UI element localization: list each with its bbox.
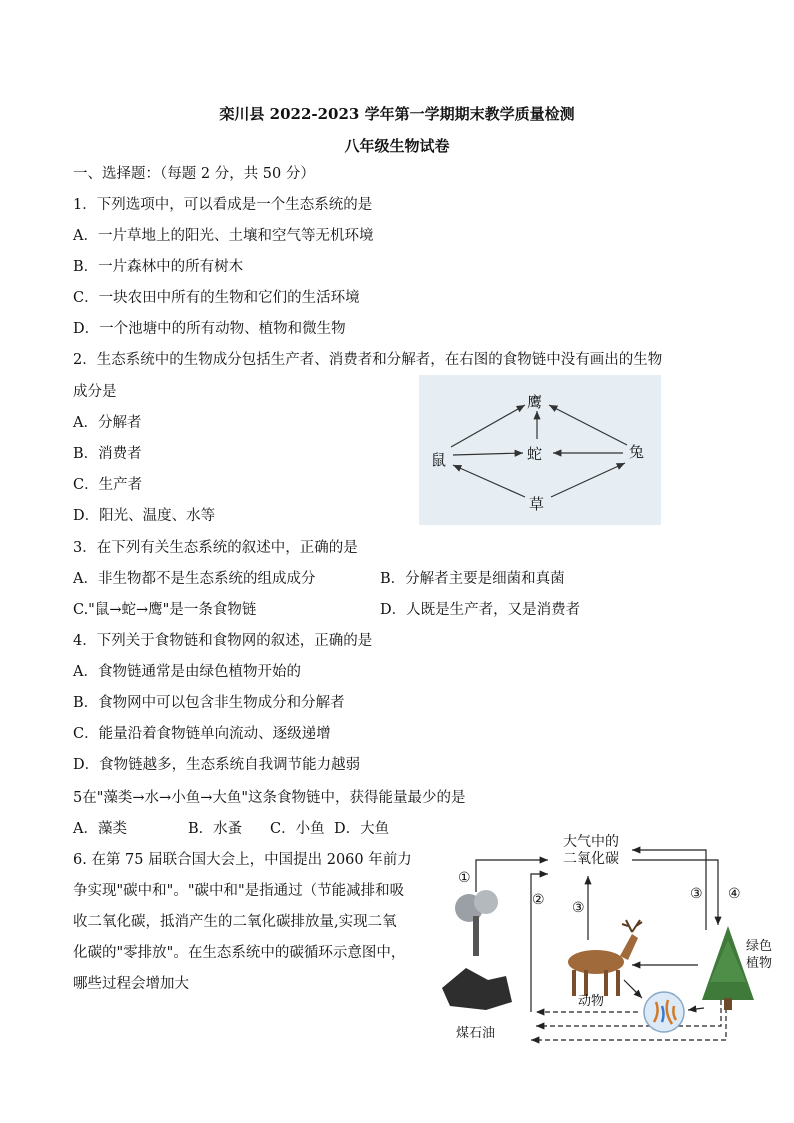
q2-option-b: B．消费者	[73, 446, 142, 462]
q5-option-a: A．藻类	[73, 821, 127, 837]
q1-option-a: A．一片草地上的阳光、土壤和空气等无机环境	[73, 228, 374, 244]
label-plant-line2: 植物	[746, 956, 773, 971]
section-heading: 一、选择题：（每题 2 分，共 50 分）	[73, 166, 315, 182]
q4-option-c: C．能量沿着食物链单向流动、逐级递增	[73, 726, 331, 742]
q1-option-d: D．一个池塘中的所有动物、植物和微生物	[73, 321, 346, 337]
label-plant	[746, 938, 772, 972]
label-atmosphere-line1: 大气中的	[563, 834, 619, 850]
q5-option-b: B．水蚤	[188, 821, 243, 837]
smoke-cloud-2	[474, 890, 498, 914]
deer	[568, 920, 642, 996]
arrow-animal-decomp	[624, 980, 642, 998]
q4-option-a: A．食物链通常是由绿色植物开始的	[73, 664, 301, 680]
q1-option-c: C．一块农田中所有的生物和它们的生活环境	[73, 290, 360, 306]
marker-1: ①	[458, 870, 471, 886]
label-animal: 动物	[578, 994, 605, 1009]
arrow-mouse-snake	[453, 453, 523, 455]
arrow-grass-rabbit	[551, 463, 625, 497]
arrow-plant-decomp	[688, 1008, 704, 1010]
q1-option-b: B．一片森林中的所有树木	[73, 259, 244, 275]
node-eagle: 鹰	[527, 393, 543, 411]
question-6-line-4: 化碳的"零排放"。在生态系统中的碳循环示意图中，	[73, 945, 406, 961]
question-2-stem: 2．生态系统中的生物成分包括生产者、消费者和分解者，在右图的食物链中没有画出的生物	[73, 352, 663, 368]
page-title: 栾川县 2022-2023 学年第一学期期末教学质量检测	[219, 105, 575, 123]
node-grass: 草	[529, 495, 545, 513]
arrow-grass-mouse	[453, 465, 525, 497]
node-mouse: 鼠	[431, 451, 447, 469]
label-atmosphere	[550, 834, 632, 868]
marker-3b: ③	[690, 886, 703, 902]
arrow-rabbit-eagle	[549, 405, 627, 445]
food-web-diagram	[419, 375, 661, 525]
q4-option-d: D．食物链越多，生态系统自我调节能力越弱	[73, 757, 361, 773]
question-6-line-3: 收二氧化碳，抵消产生的二氧化碳排放量,实现二氧	[73, 914, 397, 930]
page-subtitle: 八年级生物试卷	[344, 137, 450, 155]
arrow-1	[476, 860, 548, 892]
marker-4: ④	[728, 886, 741, 902]
q5-option-d: D．大鱼	[334, 821, 390, 837]
question-6-line-5: 哪些过程会增加大	[73, 976, 189, 992]
marker-3: ③	[572, 900, 585, 916]
question-3-stem: 3．在下列有关生态系统的叙述中，正确的是	[73, 540, 358, 556]
q2-option-c: C．生产者	[73, 477, 143, 493]
marker-2: ②	[532, 892, 545, 908]
arrow-mouse-eagle	[451, 405, 525, 447]
question-2-stem-cont: 成分是	[73, 384, 117, 400]
label-plant-line1: 绿色	[746, 939, 773, 954]
q3-option-d: D．人既是生产者，又是消费者	[380, 602, 581, 618]
node-snake: 蛇	[527, 445, 543, 463]
coal-pile	[442, 968, 512, 1010]
q3-option-b: B．分解者主要是细菌和真菌	[380, 571, 565, 587]
question-4-stem: 4．下列关于食物链和食物网的叙述，正确的是	[73, 633, 373, 649]
q3-option-c: C."鼠→蛇→鹰"是一条食物链	[73, 602, 257, 618]
carbon-cycle-diagram	[436, 830, 786, 1050]
label-fossil: 煤石油	[456, 1026, 496, 1041]
question-6-line-1: 6. 在第 75 届联合国大会上，中国提出 2060 年前力	[73, 852, 412, 868]
chimney	[473, 916, 479, 956]
dashed-2	[536, 1000, 721, 1026]
question-1-stem: 1．下列选项中，可以看成是一个生态系统的是	[73, 197, 373, 213]
question-5-stem: 5在"藻类→水→小鱼→大鱼"这条食物链中，获得能量最少的是	[73, 790, 466, 806]
q5-option-c: C．小鱼	[270, 821, 325, 837]
node-rabbit: 兔	[629, 443, 645, 461]
q2-option-a: A．分解者	[73, 415, 142, 431]
q4-option-b: B．食物网中可以包含非生物成分和分解者	[73, 695, 345, 711]
label-atmosphere-line2: 二氧化碳	[563, 851, 619, 867]
q2-option-d: D．阳光、温度、水等	[73, 508, 216, 524]
dashed-3	[531, 1000, 726, 1040]
arrow-4	[632, 860, 718, 925]
question-6-line-2: 争实现"碳中和"。"碳中和"是指通过（节能减排和吸	[73, 883, 405, 899]
q3-option-a: A．非生物都不是生态系统的组成成分	[73, 571, 316, 587]
